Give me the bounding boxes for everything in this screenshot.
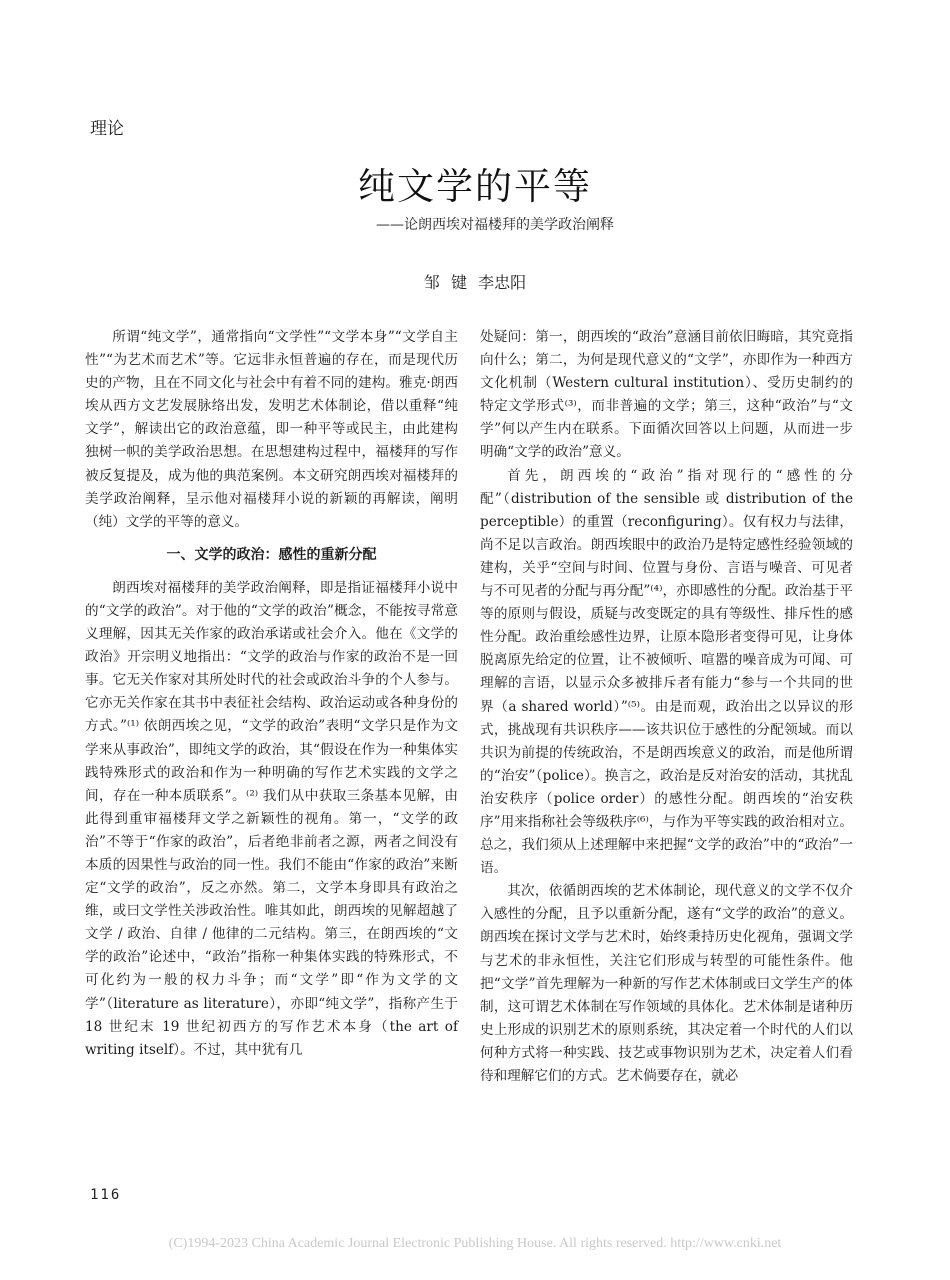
paragraph-2: 朗西埃对福楼拜的美学政治阐释，即是指证福楼拜小说中的“文学的政治”。对于他的“文学的政治”概念，不能按寻常意义理解，因其无关作家的政治承诺或社会介入。他在《文学的政治》开宗明义地指出：“文学的政治与作家的政治不是一回事。它无关作家对其所处时代的社会或政治斗争的个人参与。它亦无关作家在其书中表征社会结构、政治运动或各种身份的方式。”⁽¹⁾ 依朗西埃之见，“文学的政治”表明“文学只是作为文学来从事政治”，即纯文学的政治，其“假设在作为一种集体实践特殊形式的政治和作为一种明确的写作艺术实践的文学之间，存在一种本质联系”。⁽²⁾ 我们从中获取三条基本见解，由此得到重审福楼拜文学之新颖性的视角。第一，“文学的政治”不等于“作家的政治”，后者绝非前者之源，两者之间没有本质的因果性与政治的同一性。我们不能由“作家的政治”来断定“文学的政治”，反之亦然。第二，文学本身即具有政治之维，或曰文学性关涉政治性。唯其如此，朗西埃的见解超越了文学 / 政治、自律 / 他律的二元结构。第三，在朗西埃的“文学的政治”论述中，“政治”指称一种集体实践的特殊形式，不可化约为一般的权力斗争；而“文学”即“作为文学的文学”（literature as literature），亦即“纯文学”，指称产生于 18 世纪末 19 世纪初西方的写作艺术本身（the art of writing itself）。不过，其中犹有几 — [85, 579, 458, 1058]
authors: 邹 键 李忠阳 — [423, 273, 527, 292]
paragraph-2-continued: 处疑问：第一，朗西埃的“政治”意涵目前依旧晦暗，其究竟指向什么；第二，为何是现代意义的“文学”，亦即作为一种西方文化机制（Western cultural institution）、受历史制约的特定文学形式⁽³⁾，而非普遍的文学；第三，这种“政治”与“文学”何以产生内在联系。下面循次回答以上问题，从而进一步明确“文学的政治”意义。 — [480, 329, 853, 461]
paragraph-4: 其次，依循朗西埃的艺术体制论，现代意义的文学不仅介入感性的分配，且予以重新分配，遂有“文学的政治”的意义。朗西埃在探讨文学与艺术时，始终秉持历史化视角，强调文学与艺术的非永恒性，关注它们形成与转型的可能性条件。他把“文学”首先理解为一种新的写作艺术体制或曰文学生产的体制，这可谓艺术体制在写作领域的具体化。艺术体制是诸种历史上形成的识别艺术的原则系统，其决定着一个时代的人们以何种方式将一种实践、技艺或事物识别为艺术，决定着人们看待和理解它们的方式。艺术倘要存在，就必 — [480, 883, 853, 1084]
section-label: 理论 — [90, 119, 124, 139]
paragraph-3: 首先，朗西埃的“政治”指对现行的“感性的分配”（distribution of the sensible 或 distribution of the perceptible）的重置（reconfiguring）。仅有权力与法律，尚不足以言政治。朗西埃眼中的政治乃是特定感性经验领域的建构，关乎“空间与时间、位置与身份、言语与噪音、可见者与不可见者的分配与再分配”⁽⁴⁾，亦即感性的分配。政治基于平等的原则与假设，质疑与改变既定的具有等级性、排斥性的感性分配。政治重绘感性边界，让原本隐形者变得可见，让身体脱离原先给定的位置，让不被倾听、喧嚣的噪音成为可闻、可理解的言语，以显示众多被排斥者有能力“参与一个共同的世界（a shared world）”⁽⁵⁾。由是而观，政治出之以异议的形式，挑战现有共识秩序——该共识位于感性的分配领域。而以共识为前提的传统政治，不是朗西埃意义的政治，而是他所谓的“治安”（police）。换言之，政治是反对治安的活动，其扰乱治安秩序（police order）的感性分配。朗西埃的“治安秩序”用来指称社会等级秩序⁽⁶⁾，与作为平等实践的政治相对立。总之，我们须从上述理解中来把握“文学的政治”中的“政治”一语。 — [480, 467, 853, 877]
article-title: 纯文学的平等 — [358, 165, 592, 208]
page-number: 116 — [90, 1187, 122, 1203]
left-column — [85, 326, 458, 1062]
paragraph-intro: 所谓“纯文学”，通常指向“文学性”“文学本身”“文学自主性”“为艺术而艺术”等。它远非永恒普遍的存在，而是现代历史的产物，且在不同文化与社会中有着不同的建构。雅克·朗西埃从西方文艺发展脉络出发，发明艺术体制论，借以重释“纯文学”，解读出它的政治意蕴，即一种平等或民主，由此建构独树一帜的美学政治思想。在思想建构过程中，福楼拜的写作被反复提及，成为他的典范案例。本文研究朗西埃对福楼拜的美学政治阐释，呈示他对福楼拜小说的新颖的再解读，阐明（纯）文学的平等的意义。 — [85, 329, 458, 530]
copyright-footer: (C)1994-2023 China Academic Journal Electronic Publishing House. All rights reserved. http://www.cnki.net — [168, 1236, 782, 1251]
article-subtitle: ——论朗西埃对福楼拜的美学政治阐释 — [376, 217, 614, 233]
right-column — [480, 326, 853, 1088]
section-heading: 一、文学的政治：感性的重新分配 — [166, 546, 377, 563]
